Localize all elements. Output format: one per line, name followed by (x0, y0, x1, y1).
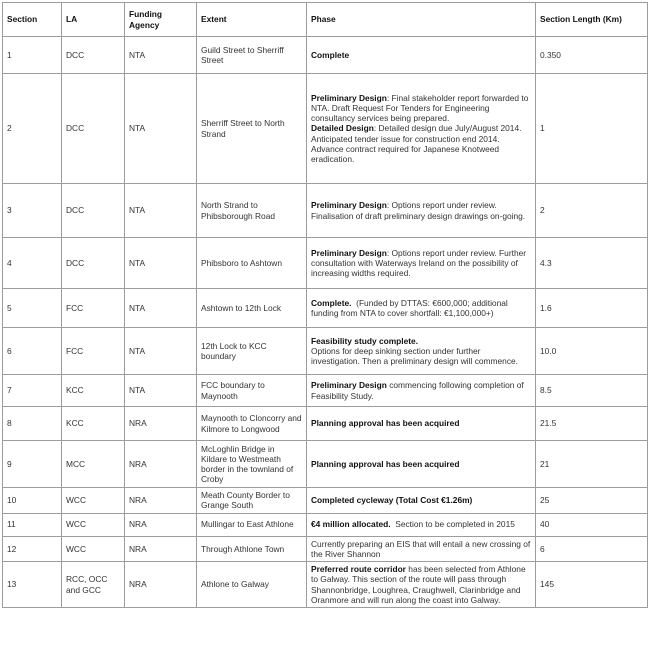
phase-text: has been selected from Athlone to Galway. This section of the route will pass through Shannonbridge, Loughrea, Craughwell, Clarinbridge and Oranmore and will run along the coast into Galway. (311, 564, 528, 605)
table-row (3, 441, 648, 488)
phase-paragraph (311, 93, 531, 124)
cell-la: FCC (62, 289, 125, 328)
sections-table (2, 2, 648, 608)
cell-section: 6 (3, 328, 62, 375)
cell-funding-agency: NRA (125, 488, 197, 514)
cell-funding-agency: NTA (125, 289, 197, 328)
cell-phase (307, 441, 536, 488)
cell-phase (307, 238, 536, 289)
cell-section: 12 (3, 536, 62, 562)
table-row (3, 289, 648, 328)
phase-paragraph (311, 539, 531, 560)
header-section-length: Section Length (Km) (536, 3, 648, 37)
cell-funding-agency: NTA (125, 238, 197, 289)
cell-funding-agency: NRA (125, 407, 197, 441)
phase-bold-text: Completed cycleway (Total Cost €1.26m) (311, 495, 473, 506)
cell-extent: Guild Street to Sherriff Street (197, 37, 307, 74)
cell-la: WCC (62, 513, 125, 536)
cell-section: 13 (3, 562, 62, 608)
cell-extent: Ashtown to 12th Lock (197, 289, 307, 328)
phase-bold-text: Planning approval has been acquired (311, 458, 460, 469)
table-row (3, 536, 648, 562)
table-row (3, 562, 648, 608)
cell-funding-agency: NTA (125, 37, 197, 74)
header-extent: Extent (197, 3, 307, 37)
cell-section: 9 (3, 441, 62, 488)
table-row (3, 513, 648, 536)
cell-la: KCC (62, 407, 125, 441)
phase-paragraph (311, 50, 531, 60)
phase-paragraph (311, 200, 531, 221)
phase-bold-text: €4 million allocated. (311, 519, 391, 530)
cell-phase (307, 562, 536, 608)
cell-la: DCC (62, 74, 125, 184)
cell-section: 7 (3, 375, 62, 407)
cell-section-length: 0.350 (536, 37, 648, 74)
cell-extent: Mullingar to East Athlone (197, 513, 307, 536)
cell-section-length: 40 (536, 513, 648, 536)
cell-funding-agency: NTA (125, 375, 197, 407)
cell-funding-agency: NRA (125, 513, 197, 536)
cell-section: 1 (3, 37, 62, 74)
cell-phase (307, 184, 536, 238)
cell-section: 10 (3, 488, 62, 514)
cell-phase (307, 289, 536, 328)
cell-extent: Meath County Border to Grange South (197, 488, 307, 514)
cell-phase (307, 328, 536, 375)
cell-section-length: 6 (536, 536, 648, 562)
cell-la: DCC (62, 37, 125, 74)
cell-section-length: 8.5 (536, 375, 648, 407)
cell-phase (307, 375, 536, 407)
cell-section: 11 (3, 513, 62, 536)
cell-la: DCC (62, 238, 125, 289)
cell-extent: Maynooth to Cloncorry and Kilmore to Longwood (197, 407, 307, 441)
cell-la: WCC (62, 488, 125, 514)
cell-funding-agency: NRA (125, 562, 197, 608)
header-la: LA (62, 3, 125, 37)
phase-paragraph (311, 346, 531, 367)
phase-paragraph (311, 459, 531, 469)
phase-text: : Final stakeholder report forwarded to NTA. Draft Request For Tenders for Engineering consultancy services being prepared. (311, 92, 531, 124)
phase-text: (Funded by DTTAS: €600,000; additional funding from NTA to cover shortfall: €1,100,000+) (311, 297, 511, 318)
cell-section-length: 2 (536, 184, 648, 238)
cell-section-length: 25 (536, 488, 648, 514)
cell-phase (307, 513, 536, 536)
cell-section: 5 (3, 289, 62, 328)
phase-text: Section to be completed in 2015 (390, 519, 515, 530)
cell-phase (307, 37, 536, 74)
table-row (3, 407, 648, 441)
phase-bold-text: Detailed Design (311, 123, 374, 134)
cell-section: 8 (3, 407, 62, 441)
cell-phase (307, 74, 536, 184)
cell-extent: FCC boundary to Maynooth (197, 375, 307, 407)
cell-la: KCC (62, 375, 125, 407)
phase-bold-text: Preferred route corridor (311, 564, 406, 574)
cell-section-length: 145 (536, 562, 648, 608)
cell-section: 3 (3, 184, 62, 238)
cell-funding-agency: NRA (125, 536, 197, 562)
phase-text: : Detailed design due July/August 2014. Anticipated tender issue for construction end 2014. Advance contract required for Japanese Knotweed eradication. (311, 123, 524, 165)
cell-section-length: 21.5 (536, 407, 648, 441)
table-row (3, 37, 648, 74)
phase-text: Options for deep sinking section under further investigation. Then a preliminary design will commence. (311, 345, 518, 367)
cell-section: 4 (3, 238, 62, 289)
header-funding-agency: Funding Agency (125, 3, 197, 37)
phase-text: Currently preparing an EIS that will entail a new crossing of the River Shannon (311, 538, 533, 559)
cell-section-length: 1.6 (536, 289, 648, 328)
phase-paragraph (311, 519, 531, 529)
cell-extent: Through Athlone Town (197, 536, 307, 562)
phase-bold-text: Complete (311, 49, 350, 60)
phase-paragraph (311, 336, 531, 346)
phase-bold-text: Preliminary Design (311, 200, 387, 211)
phase-bold-text: Preliminary Design (311, 380, 387, 391)
cell-section-length: 10.0 (536, 328, 648, 375)
cell-extent: McLoghlin Bridge in Kildare to Westmeath border in the townland of Croby (197, 441, 307, 488)
phase-text: commencing following completion of Feasibility Study. (311, 380, 527, 401)
cell-section: 2 (3, 74, 62, 184)
phase-paragraph (311, 380, 531, 401)
table-row (3, 238, 648, 289)
cell-la: RCC, OCC and GCC (62, 562, 125, 608)
cell-la: MCC (62, 441, 125, 488)
cell-la: DCC (62, 184, 125, 238)
table-body (3, 37, 648, 608)
phase-bold-text: Preliminary Design (311, 247, 387, 258)
table-row (3, 184, 648, 238)
cell-extent: Athlone to Galway (197, 562, 307, 608)
header-section: Section (3, 3, 62, 37)
cell-section-length: 1 (536, 74, 648, 184)
cell-funding-agency: NRA (125, 441, 197, 488)
table-row (3, 375, 648, 407)
phase-paragraph (311, 495, 531, 505)
table-row (3, 74, 648, 184)
cell-section-length: 21 (536, 441, 648, 488)
phase-paragraph (311, 248, 531, 279)
phase-paragraph (311, 564, 531, 605)
phase-paragraph (311, 298, 531, 319)
cell-section-length: 4.3 (536, 238, 648, 289)
cell-phase (307, 488, 536, 514)
cell-extent: Sherriff Street to North Strand (197, 74, 307, 184)
phase-paragraph (311, 418, 531, 428)
cell-funding-agency: NTA (125, 74, 197, 184)
cell-la: WCC (62, 536, 125, 562)
cell-phase (307, 407, 536, 441)
table-row (3, 488, 648, 514)
cell-funding-agency: NTA (125, 328, 197, 375)
phase-bold-text: Complete. (311, 297, 352, 308)
phase-text: : Options report under review. Further consultation with Waterways Ireland on the possibility of increasing widths required. (311, 247, 529, 279)
phase-paragraph (311, 123, 531, 164)
header-row (3, 3, 648, 37)
cell-extent: North Strand to Phibsborough Road (197, 184, 307, 238)
phase-bold-text: Preliminary Design (311, 92, 387, 103)
phase-bold-text: Feasibility study complete. (311, 335, 419, 346)
cell-la: FCC (62, 328, 125, 375)
cell-extent: 12th Lock to KCC boundary (197, 328, 307, 375)
cell-phase (307, 536, 536, 562)
header-phase: Phase (307, 3, 536, 37)
table-row (3, 328, 648, 375)
phase-bold-text: Planning approval has been acquired (311, 418, 460, 429)
cell-extent: Phibsboro to Ashtown (197, 238, 307, 289)
cell-funding-agency: NTA (125, 184, 197, 238)
phase-text: : Options report under review. Finalisation of draft preliminary design drawings on-going. (311, 200, 526, 221)
